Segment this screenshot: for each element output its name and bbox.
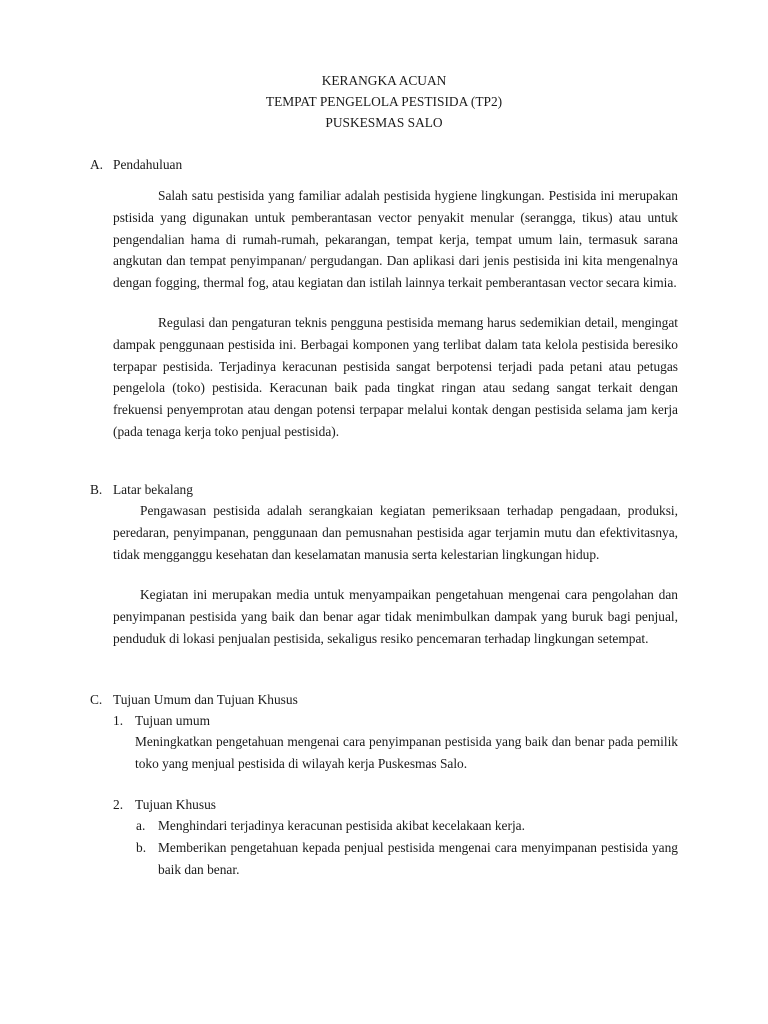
section-a-marker: A. bbox=[90, 157, 104, 172]
section-b-paragraph-1: Pengawasan pestisida adalah serangkaian kegiatan pemeriksaan terhadap pengadaan, produksi, peredaran, penyimpanan, penggunaan dan pemusnahan pestisida agar terjamin mutu dan efektivitasnya, tidak mengganggu kesehatan dan keselamatan manusia serta kelestarian lingkungan hidup. bbox=[113, 503, 678, 562]
tujuan-umum-heading bbox=[113, 710, 210, 731]
section-a-title: Pendahuluan bbox=[113, 157, 183, 172]
document-title bbox=[0, 70, 768, 133]
section-b-paragraph-2: Kegiatan ini merupakan media untuk menyampaikan pengetahuan mengenai cara pengolahan dan penyimpanan pestisida yang baik dan benar agar tidak menimbulkan dampak yang buruk bagi penjual, penduduk di lokasi penjualan pestisida, sekaligus resiko pencemaran terhadap lingkungan setempat. bbox=[113, 587, 678, 646]
item-a-marker: a. bbox=[136, 818, 146, 833]
item-a-text: Menghindari terjadinya keracunan pestisida akibat kecelakaan kerja. bbox=[158, 818, 525, 833]
tujuan-khusus-heading bbox=[113, 794, 216, 815]
tujuan-umum-marker: 1. bbox=[113, 713, 124, 728]
tujuan-khusus-item-b bbox=[136, 837, 678, 881]
item-b-text: Memberikan pengetahuan kepada penjual pestisida mengenai cara menyimpanan pestisida yang baik dan benar. bbox=[158, 840, 678, 877]
section-c-title: Tujuan Umum dan Tujuan Khusus bbox=[113, 692, 298, 707]
title-line-3: PUSKESMAS SALO bbox=[325, 115, 443, 130]
section-b-heading bbox=[90, 479, 193, 500]
item-b-marker: b. bbox=[136, 840, 147, 855]
section-a-paragraph-1: Salah satu pestisida yang familiar adalah pestisida hygiene lingkungan. Pestisida ini merupakan pstisida yang digunakan untuk pemberantasan vector penyakit menular (serangga, tikus) atau untuk pengendalian hama di rumah-rumah, pekarangan, tempat kerja, tempat umum lain, termasuk sarana angkutan dan tempat penyimpanan/ pergudangan. Dan aplikasi dari jenis pestisida ini kita mengenalnya dengan fogging, thermal fog, atau kegiatan dan istilah lainnya terkait pemberantasan vector secara kimia. bbox=[113, 188, 678, 291]
title-line-2: TEMPAT PENGELOLA PESTISIDA (TP2) bbox=[265, 94, 503, 109]
section-a-heading bbox=[90, 154, 182, 175]
section-b-marker: B. bbox=[90, 482, 103, 497]
tujuan-umum-label: Tujuan umum bbox=[135, 713, 211, 728]
section-a-paragraph-2: Regulasi dan pengaturan teknis pengguna pestisida memang harus sedemikian detail, mengingat dampak penggunaan pestisida ini. Berbagai komponen yang terlibat dalam tata kelola pestisida beresiko terpapar pestisida. Terjadinya keracunan pestisida sangat berpotensi terjadi pada petani atau petugas pengelola (toko) pestisida. Keracunan baik pada tingkat ringan atau sedang sangat terkait dengan frekuensi penyemprotan atau dengan potensi terpapar melalui kontak dengan pestisida selama jam kerja (pada tenaga kerja toko penjual pestisida). bbox=[113, 315, 678, 439]
tujuan-khusus-marker: 2. bbox=[113, 797, 124, 812]
tujuan-khusus-label: Tujuan Khusus bbox=[135, 797, 216, 812]
tujuan-khusus-item-a bbox=[136, 815, 678, 837]
title-line-1: KERANGKA ACUAN bbox=[321, 73, 447, 88]
tujuan-umum-text: Meningkatkan pengetahuan mengenai cara penyimpanan pestisida yang baik dan benar pada pemilik toko yang menjual pestisida di wilayah kerja Puskesmas Salo. bbox=[135, 734, 678, 771]
section-c-heading bbox=[90, 689, 298, 710]
section-c-marker: C. bbox=[90, 692, 103, 707]
section-b-title: Latar bekalang bbox=[113, 482, 193, 497]
